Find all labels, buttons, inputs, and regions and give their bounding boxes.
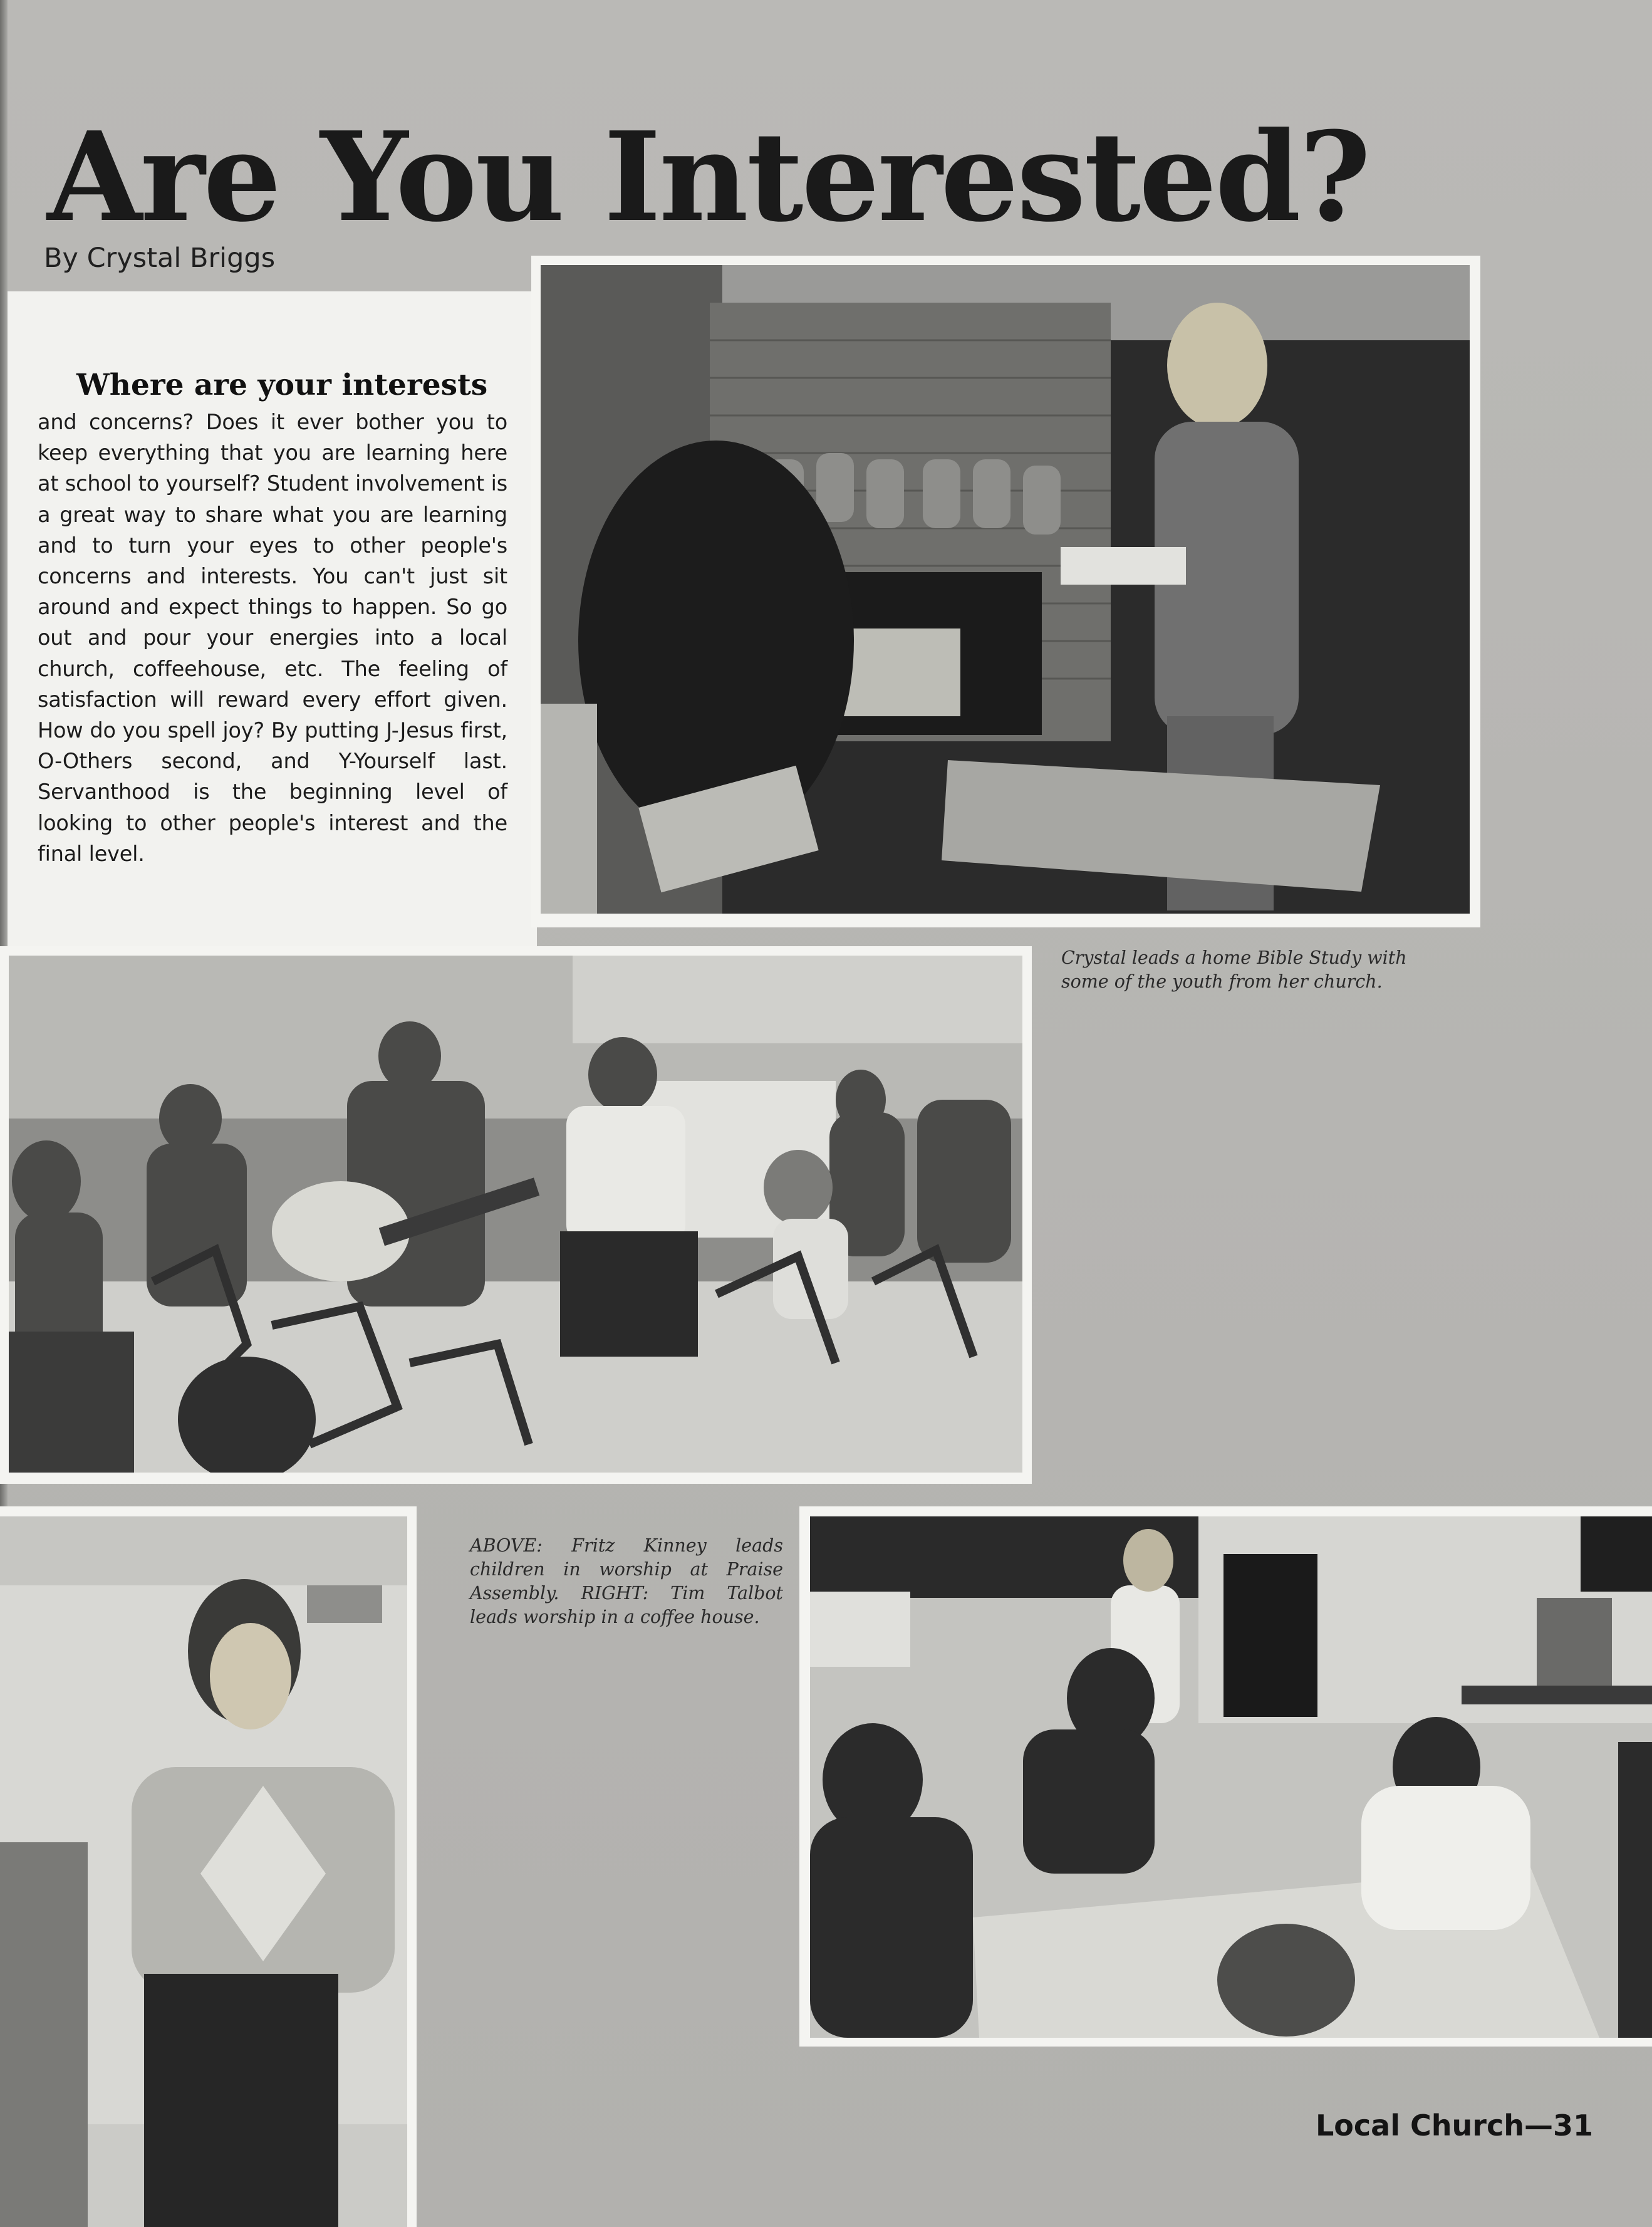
photo-coffee-house [810,1516,1652,2038]
caption-bible-study: Crystal leads a home Bible Study with some of the youth from her church. [1061,947,1407,992]
page-title: Are You Interested? [47,105,1369,249]
caption-worship: ABOVE: Fritz Kinney leads children in worship at Praise Assembly. RIGHT: Tim Talbot leads worship in a coffee house. [470,1535,783,1627]
page-folio: Local Church—31 [1316,2109,1593,2142]
photo-worship-circle [9,956,1022,1473]
byline: By Crystal Briggs [44,243,276,274]
article-body: and concerns? Does it ever bother you to keep everything that you are learning here at school to yourself? Student involvement is a great way to share what you are learning and to turn your eyes to other people's concerns and interests. You can't just sit around and expect things to happen. So go out and pour your energies into a local church, coffeehouse, etc. The feeling of satisfaction will reward every effort given. How do you spell joy? By putting J-Jesus first, O-Others second, and Y-Yourself last. Servanthood is the beginning level of looking to other people's interest and the final level. [38,410,507,866]
article-lead-in: Where are your interests [76,368,488,402]
photo-bible-study [541,265,1470,914]
photo-crystal-standing [0,1516,407,2227]
